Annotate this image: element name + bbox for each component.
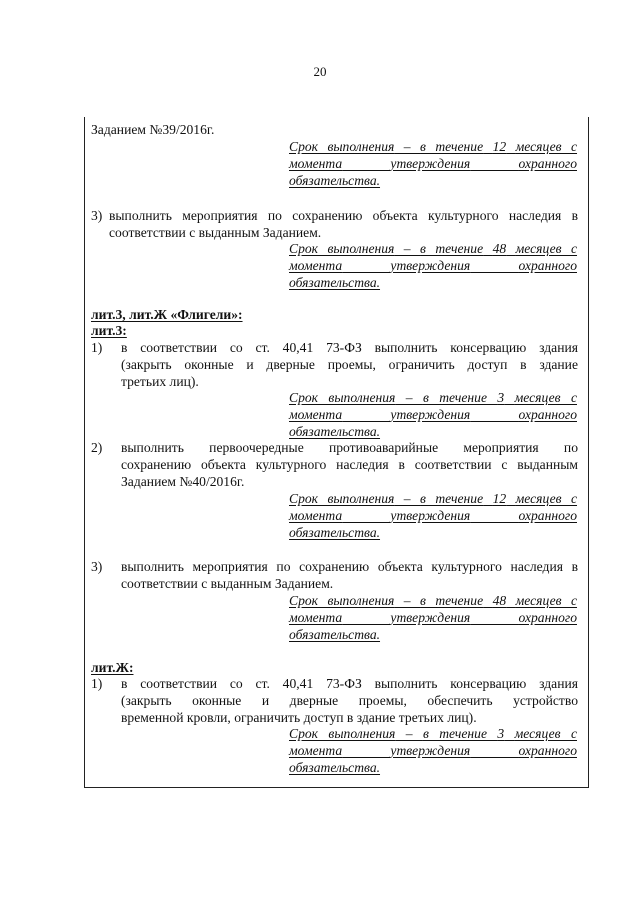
deadline-1-line-1: Срок выполнения – в течение 12 месяцев с (289, 139, 578, 154)
deadline-3-line-1: Срок выполнения – в течение 3 месяцев с (289, 390, 577, 405)
lit3-item-1-number: 1) (91, 340, 103, 355)
deadline-1-line-2: момента утверждения охранного (289, 156, 577, 171)
lit3-item-1-line-2: (закрыть оконные и дверные проемы, ограничить доступ в здание (121, 357, 578, 372)
lit3-item-2-line-3: Заданием №40/2016г. (121, 474, 245, 489)
lit3-item-3-line-1: выполнить мероприятия по сохранению объекта культурного наследия в (121, 559, 578, 574)
litzh-item-1-number: 1) (91, 676, 103, 691)
deadline-label: Срок выполнения (289, 139, 395, 154)
item-top-3-line-1: выполнить мероприятия по сохранению объекта культурного наследия в (109, 208, 578, 223)
litzh-item-1-line-1: в соответствии со ст. 40,41 73-ФЗ выполнить консервацию здания (121, 676, 578, 691)
deadline-1-line-3: обязательства. (289, 173, 381, 188)
deadline-6-line-3: обязательства. (289, 760, 381, 775)
section-heading: лит.3, лит.Ж «Флигели»: (91, 307, 243, 322)
lit3-item-2-line-1: выполнить первоочередные противоаварийные мероприятия по (121, 440, 578, 455)
deadline-6-line-2: момента утверждения охранного (289, 743, 577, 758)
lit3-item-2-line-2: сохранению объекта культурного наследия в соответствии с выданным (121, 457, 578, 472)
deadline-5-line-2: момента утверждения охранного (289, 610, 577, 625)
lit3-item-1-line-1: в соответствии со ст. 40,41 73-ФЗ выполнить консервацию здания (121, 340, 578, 355)
deadline-5-line-1: Срок выполнения – в течение 48 месяцев с (289, 593, 578, 608)
lit3-item-1-line-3: третьих лиц). (121, 374, 199, 389)
lit3-item-2-number: 2) (91, 440, 103, 455)
deadline-3-line-2: момента утверждения охранного (289, 407, 577, 422)
item-top-3-line-2: соответствии с выданным Заданием. (109, 225, 322, 240)
deadline-4-line-1: Срок выполнения – в течение 12 месяцев с (289, 491, 578, 506)
deadline-value: 12 (492, 139, 507, 154)
sub-heading-lit3: лит.3: (91, 323, 127, 338)
deadline-3-line-3: обязательства. (289, 424, 381, 439)
deadline-5-line-3: обязательства. (289, 627, 381, 642)
lit3-item-3-line-2: соответствии с выданным Заданием. (121, 576, 334, 591)
litzh-item-1-line-3: временной кровли, ограничить доступ в здание третьих лиц). (121, 710, 477, 725)
deadline-2-line-3: обязательства. (289, 275, 381, 290)
deadline-4-line-2: момента утверждения охранного (289, 508, 577, 523)
litzh-item-1-line-2: (закрыть оконные и дверные проемы, обеспечить устройство (121, 693, 578, 708)
lit3-item-3-number: 3) (91, 559, 103, 574)
deadline-6-line-1: Срок выполнения – в течение 3 месяцев с (289, 726, 577, 741)
sub-heading-litzh: лит.Ж: (91, 660, 134, 675)
deadline-4-line-3: обязательства. (289, 525, 381, 540)
intro-line: Заданием №39/2016г. (91, 122, 215, 137)
page-number: 20 (313, 64, 327, 79)
item-top-3-number: 3) (91, 208, 103, 223)
deadline-2-line-2: момента утверждения охранного (289, 258, 577, 273)
deadline-2-line-1: Срок выполнения – в течение 48 месяцев с (289, 241, 578, 256)
